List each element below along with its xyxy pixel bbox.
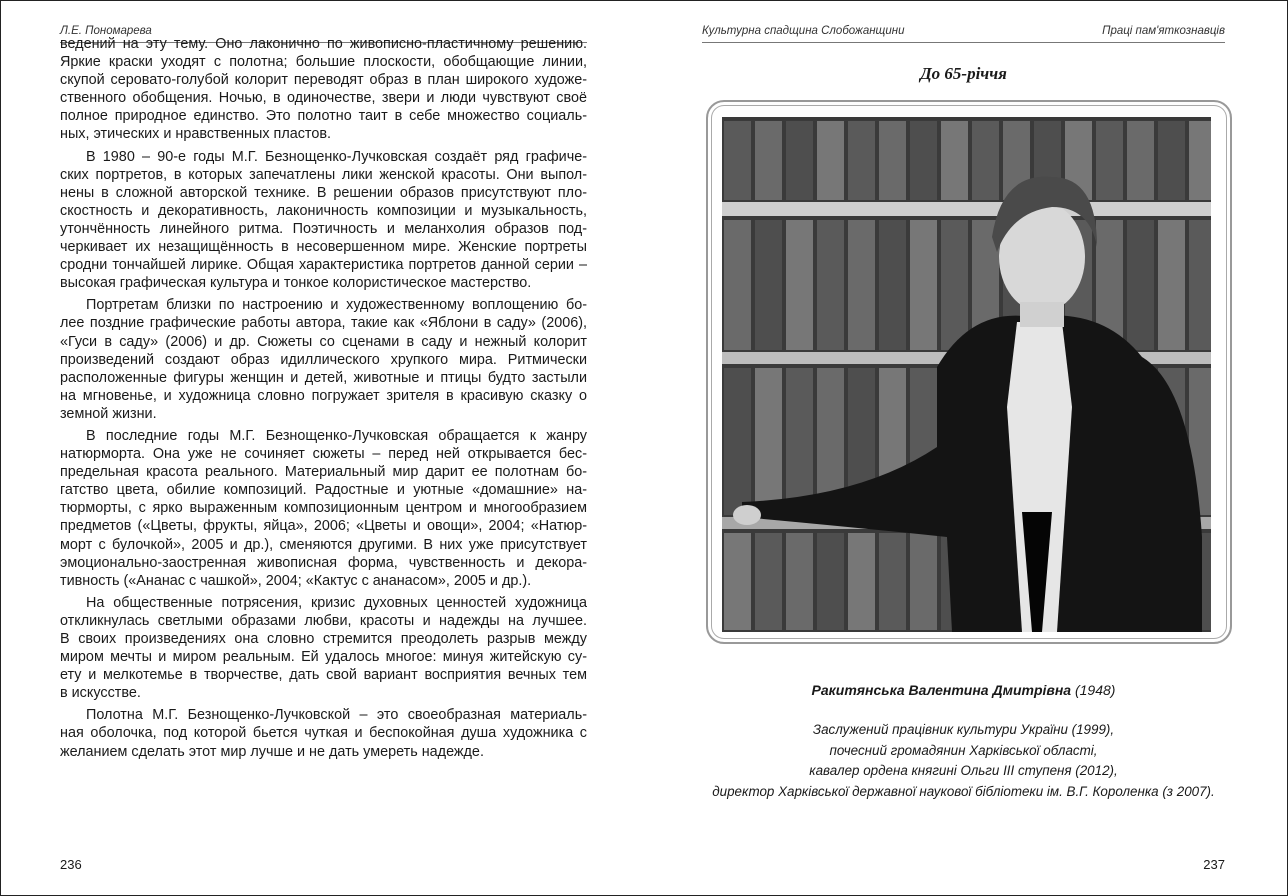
book-spine	[1127, 121, 1154, 200]
text-line: Портретам близки по настроению и художественному воплощению бо-	[86, 297, 587, 314]
section-title: До 65-річчя	[920, 64, 1007, 83]
text-line: скостность и декоративность, лаконичность композиции и музыкальность,	[60, 202, 587, 219]
book-spine	[1189, 220, 1211, 350]
book-spine	[724, 368, 751, 515]
text-line: лее поздние графические работы автора, такие как «Яблони в саду» (2006),	[60, 315, 587, 332]
book-spine	[786, 368, 813, 515]
text-line: В 1980 – 90-е годы М.Г. Безнощенко-Лучковская создаёт ряд графиче-	[86, 148, 587, 165]
bio-line: почесний громадянин Харківської області,	[829, 742, 1098, 758]
text-line: ная оболочка, под которой бьется чуткая и беспокойная душа художника с	[60, 725, 587, 742]
page-number: 236	[60, 857, 82, 872]
body-text	[60, 35, 587, 765]
paragraph	[60, 148, 587, 293]
text-line: предметов («Цветы, фрукты, яйца», 2006; «Цветы и овощи», 2004; «Натюр-	[60, 518, 587, 535]
text-line: ведений на эту тему. Оно лаконично по живописно-пластичному решению.	[60, 36, 587, 52]
book-spine	[755, 368, 782, 515]
book-spine	[848, 121, 875, 200]
paragraph	[60, 427, 587, 590]
bio-line: кавалер ордена княгині Ольги III ступеня (2012),	[809, 763, 1118, 779]
text-line: ственного обобщения. Ночью, в одиночестве, звери и люди чувствуют своё	[60, 90, 587, 107]
person-bio	[692, 720, 1235, 803]
paragraph	[60, 706, 587, 760]
book-spine	[879, 533, 906, 630]
running-head-section: Праці пам'яткознавців	[1102, 25, 1225, 37]
text-line: черкивает их незащищённость в несовершенном мире. Женские портреты	[60, 239, 587, 256]
running-head-author: Л.Е. Пономарева	[60, 25, 152, 37]
text-line: произведений создают образ идиллического хрупкого мира. Ритмически	[60, 351, 587, 368]
text-line: ных, этических и нравственных пластов.	[60, 126, 332, 143]
page-number: 237	[1203, 857, 1225, 872]
text-line: Полотна М.Г. Безнощенко-Лучковской – это своеобразная материаль-	[86, 707, 587, 724]
text-line: полное природное единство. Это полотно таит в себе множество социаль-	[60, 108, 587, 125]
book-spine	[786, 121, 813, 200]
book-spine	[724, 220, 751, 350]
book-spine	[1127, 220, 1154, 350]
book-spine	[817, 220, 844, 350]
running-head-collection: Культурна спадщина Слобожанщини	[702, 25, 905, 37]
text-line: Яркие краски уходят с полотна; большие плоскости, обобщающие линии,	[60, 54, 587, 71]
text-line: миром мечты и миром реальным. Ей удалось многое: минуя житейскую су-	[60, 649, 587, 666]
book-spine	[755, 220, 782, 350]
book-spine	[910, 121, 937, 200]
book-spine	[848, 533, 875, 630]
text-line: В последние годы М.Г. Безнощенко-Лучковская обращается к жанру	[86, 427, 587, 444]
book-spine	[1158, 121, 1185, 200]
book-spine	[879, 220, 906, 350]
book-spine	[941, 121, 968, 200]
left-page	[60, 0, 587, 896]
text-line: сродни тончайшей лирике. Общая характеристика портретов данной серии –	[60, 257, 587, 274]
book-spine	[817, 533, 844, 630]
text-line: В своих произведениях она словно стремится преодолеть разрыв между	[60, 631, 587, 647]
text-line: земной жизни.	[60, 405, 157, 422]
text-line: морт с булочкой», 2005 и др.), сменяются другими. В них уже присутствует	[60, 536, 587, 553]
bio-line: Заслужений працівник культури України (1999),	[812, 722, 1115, 737]
book-spine	[755, 121, 782, 200]
book-spine	[1096, 121, 1123, 200]
book-spine	[910, 220, 937, 350]
book-spine	[1189, 121, 1211, 200]
text-line: скупой серовато-голубой колорит переводят образ в план широкого художе-	[60, 72, 587, 89]
text-line: натюрморта. Она уже не сочиняет сюжеты – перед ней открывается бес-	[60, 446, 587, 463]
portrait-photo-graphic	[722, 117, 1211, 632]
right-page	[702, 0, 1225, 896]
person-birth-year: (1948)	[1074, 682, 1116, 698]
text-line: в искусстве.	[60, 685, 141, 702]
text-line: предельная красота реального. Материальный мир дарит ее полотнам бо-	[60, 464, 587, 481]
text-line: расположенные фигуры женщин и детей, животные и птицы будто застыли	[60, 369, 587, 386]
paragraph	[60, 296, 587, 423]
text-line: ских портретов, в которых запечатлены лики женской красоты. Они выпол-	[60, 166, 587, 183]
bio-line: директор Харківської державної наукової бібліотеки ім. В.Г. Короленка (з 2007).	[712, 784, 1215, 800]
book-spine	[724, 121, 751, 200]
text-line: тюрморты, с ярко выраженным композиционным центром и многообразием	[60, 500, 587, 517]
text-line: На общественные потрясения, кризис духовных ценностей художница	[86, 594, 587, 611]
book-spine	[972, 121, 999, 200]
book-spine	[817, 121, 844, 200]
text-line: нены в сложной авторской технике. В решении образов присутствуют пло-	[60, 184, 587, 201]
photo-frame	[706, 100, 1232, 644]
book-spine	[879, 121, 906, 200]
book-spine	[755, 533, 782, 630]
portrait-photo	[722, 117, 1211, 632]
text-line: «Гуси в саду» (2006) и др. Сюжеты со сценами в саду и нежный колорит	[60, 333, 587, 350]
book-spine	[941, 220, 968, 350]
book-spine	[1158, 220, 1185, 350]
book-spine	[786, 533, 813, 630]
photo-caption	[702, 682, 1225, 698]
book-spine	[786, 220, 813, 350]
text-line: утончённость линейного ритма. Поэтичность и меланхолия образов под-	[60, 220, 587, 237]
text-line: желанием сделать этот мир лучше и не дать умереть надежде.	[60, 743, 484, 760]
text-line: откликнулась светлыми образами любви, красоты и надежды на лучшее.	[60, 612, 587, 629]
paragraph	[60, 594, 587, 703]
text-line: гатство цвета, обилие композиций. Радостные и уютные «домашние» на-	[60, 482, 587, 499]
book-spine	[724, 533, 751, 630]
person-name: Ракитянська Валентина Дмитрівна	[811, 682, 1072, 698]
text-line: тивность («Ананас с чашкой», 2004; «Кактус с ананасом», 2005 и др.).	[60, 572, 532, 589]
text-line: эмоционально-заостренная живописная форма, чувственность и декора-	[60, 554, 587, 571]
text-line: на мгновенье, и художница словно погружает зрителя в красивую сказку о	[60, 387, 587, 404]
book-spine	[848, 220, 875, 350]
book-spine	[910, 533, 937, 630]
text-line: высокая графическая культура и тонкое колористическое мастерство.	[60, 275, 532, 292]
text-line: ету и мелкотемье в творчестве, дать свой вариант восприятия вечных тем	[60, 667, 587, 684]
running-head	[702, 25, 1225, 43]
paragraph	[60, 35, 587, 144]
